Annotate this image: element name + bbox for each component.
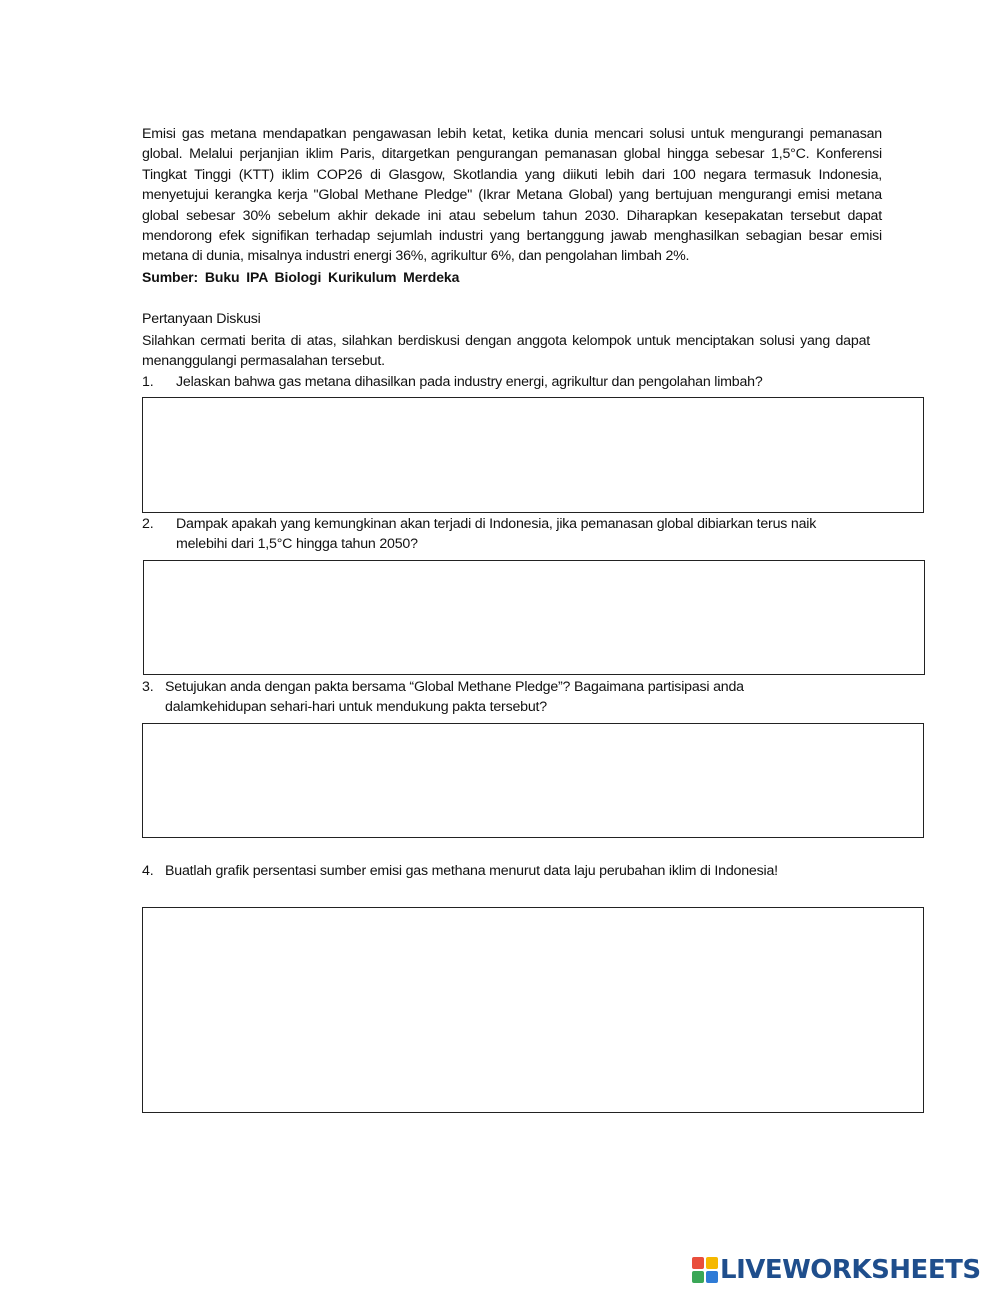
question-text: Buatlah grafik persentasi sumber emisi gas methana menurut data laju perubahan iklim di Indonesia! <box>165 863 778 879</box>
logo-tile <box>706 1271 718 1283</box>
question-text: Jelaskan bahwa gas metana dihasilkan pada industry energi, agrikultur dan pengolahan limbah? <box>176 374 763 390</box>
logo-tile <box>692 1257 704 1269</box>
logo-tile <box>706 1257 718 1269</box>
question-number: 1. <box>142 374 154 390</box>
question-number: 3. <box>142 679 154 695</box>
question-text: Setujukan anda dengan pakta bersama “Global Methane Pledge”? Bagaimana partisipasi anda dalamkehidupan sehari-hari untuk mendukung pakta tersebut? <box>165 679 744 716</box>
question-1 <box>142 372 842 392</box>
question-3 <box>142 677 802 718</box>
answer-box-2[interactable] <box>143 560 925 675</box>
question-2 <box>142 514 822 555</box>
article-source: Sumber: Buku IPA Biologi Kurikulum Merdeka <box>142 269 460 285</box>
question-number: 2. <box>142 516 154 532</box>
question-text: Dampak apakah yang kemungkinan akan terjadi di Indonesia, jika pemanasan global dibiarkan terus naik melebihi dari 1,5°C hingga tahun 2050? <box>176 516 817 553</box>
liveworksheets-brand <box>692 1255 981 1285</box>
logo-tile <box>692 1271 704 1283</box>
liveworksheets-logo-icon <box>692 1257 718 1283</box>
discussion-intro: Silahkan cermati berita di atas, silahkan berdiskusi dengan anggota kelompok untuk menciptakan solusi yang dapat menanggulangi permasalahan tersebut. <box>142 333 870 370</box>
article-paragraph: Emisi gas metana mendapatkan pengawasan lebih ketat, ketika dunia mencari solusi untuk mengurangi pemanasan global. Melalui perjanjian iklim Paris, ditargetkan pengurangan pemanasan global hingga sebesar 1,5°C. Konferensi Tingkat Tinggi (KTT) iklim COP26 di Glasgow, Skotlandia yang diikuti lebih dari 100 negara termasuk Indonesia, menyetujui kerangka kerja "Global Methane Pledge" (Ikrar Metana Global) yang bertujuan mengurangi emisi metana global sebesar 30% sebelum akhir dekade ini atau sebelum tahun 2030. Diharapkan kesepakatan tersebut dapat mendorong efek signifikan terhadap sejumlah industri yang bertanggung jawab menghasilkan sebagian besar emisi metana di dunia, misalnya industri energi 36%, agrikultur 6%, dan pengolahan limbah 2%. <box>142 126 882 265</box>
discussion-title: Pertanyaan Diskusi <box>142 311 261 327</box>
question-number: 4. <box>142 863 154 879</box>
answer-box-1[interactable] <box>142 397 924 513</box>
brand-name: LIVEWORKSHEETS <box>720 1255 981 1285</box>
question-4 <box>142 861 902 881</box>
answer-box-4[interactable] <box>142 907 924 1113</box>
answer-box-3[interactable] <box>142 723 924 838</box>
